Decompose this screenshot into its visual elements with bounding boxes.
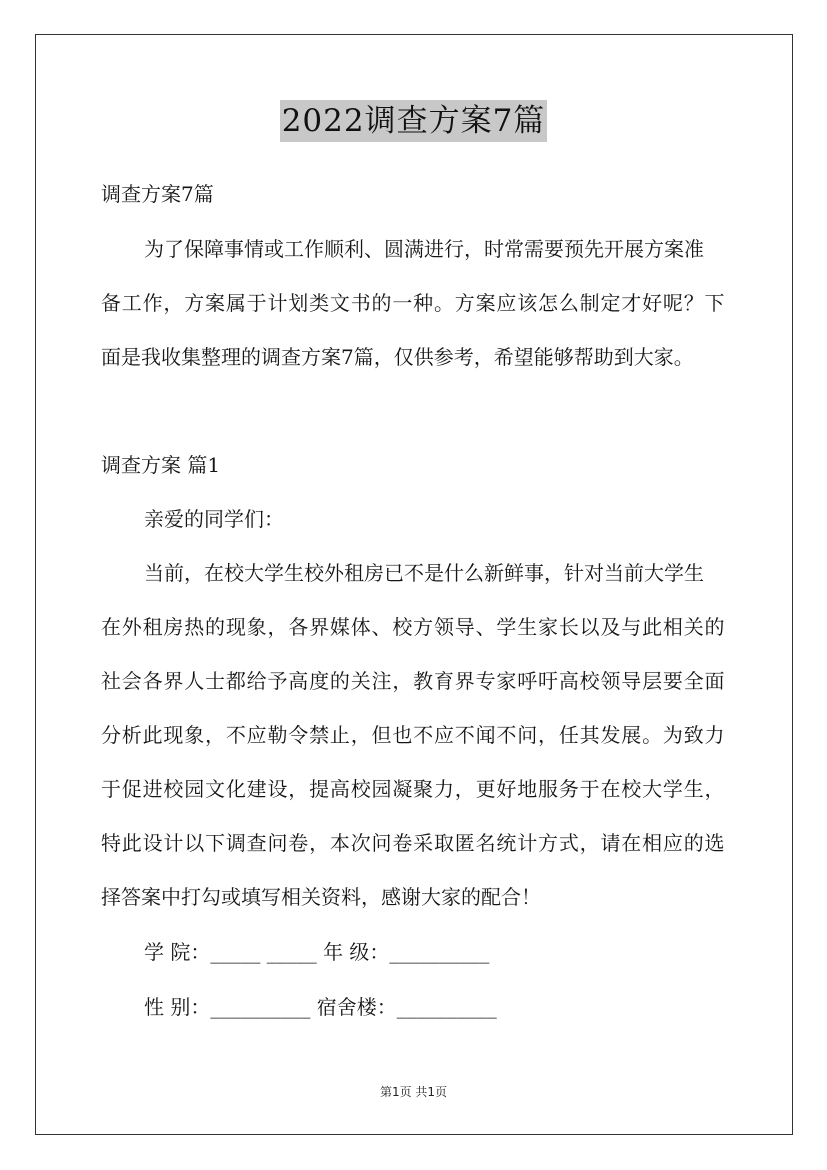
subtitle: 调查方案7篇 (101, 182, 214, 206)
greeting: 亲爱的同学们： (144, 507, 284, 531)
intro-line-3: 面是我收集整理的调查方案7篇，仅供参考，希望能够帮助到大家。 (101, 345, 694, 369)
intro-line-1: 为了保障事情或工作顺利、圆满进行，时常需要预先开展方案准 (144, 237, 704, 261)
body-line-4: 分析此现象，不应勒令禁止，但也不应不闻不问，任其发展。为致力 (101, 723, 725, 747)
form-line-college-grade: 学 院：_____ _____ 年 级：__________ (144, 940, 490, 964)
section-heading: 调查方案 篇1 (101, 453, 221, 477)
body-line-1: 当前，在校大学生校外租房已不是什么新鲜事，针对当前大学生 (144, 561, 704, 585)
body-line-2: 在外租房热的现象，各界媒体、校方领导、学生家长以及与此相关的 (101, 615, 725, 639)
body-line-7: 择答案中打勾或填写相关资料，感谢大家的配合！ (101, 885, 541, 909)
document-title: 2022调查方案7篇 (280, 100, 548, 142)
title-container (0, 100, 827, 142)
intro-line-2: 备工作，方案属于计划类文书的一种。方案应该怎么制定才好呢？下 (101, 291, 725, 315)
form-line-gender-dorm: 性 别：__________ 宿舍楼：__________ (144, 995, 497, 1019)
body-line-3: 社会各界人士都给予高度的关注，教育界专家呼吁高校领导层要全面 (101, 669, 725, 693)
page-number: 第1页 共1页 (379, 1085, 448, 1099)
body-line-5: 于促进校园文化建设，提高校园凝聚力，更好地服务于在校大学生， (101, 777, 725, 801)
body-line-6: 特此设计以下调查问卷，本次问卷采取匿名统计方式，请在相应的选 (101, 831, 725, 855)
